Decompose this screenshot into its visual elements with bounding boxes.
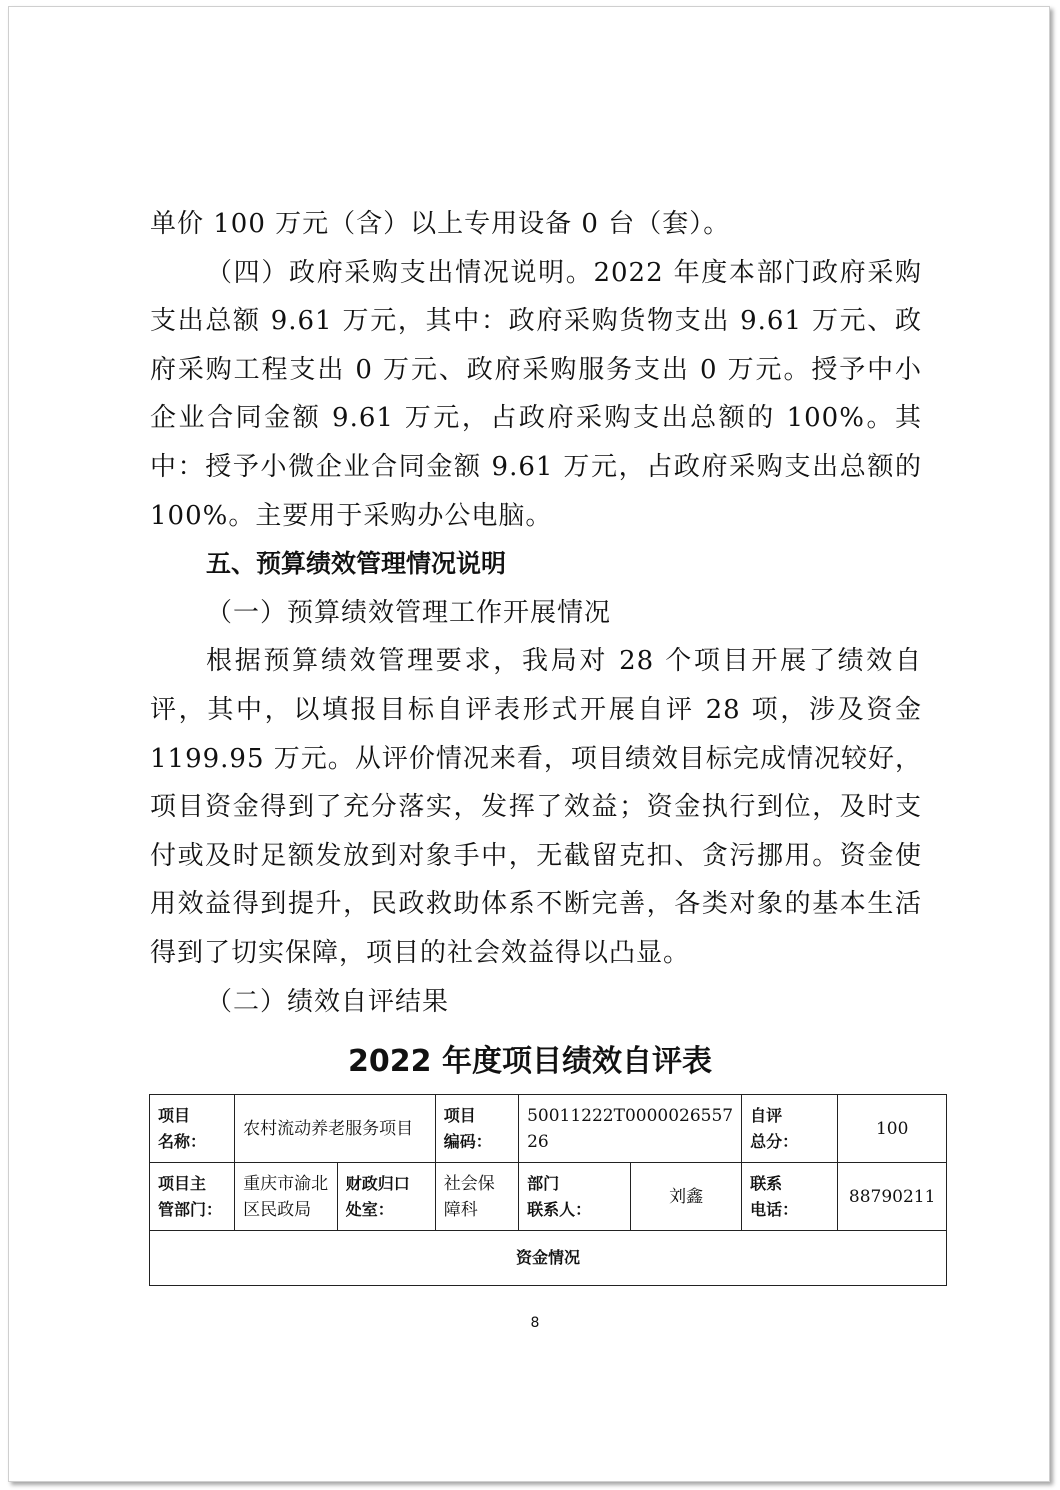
- funding-section-header: 资金情况: [150, 1231, 947, 1286]
- self-evaluation-table: [149, 1094, 947, 1286]
- page-number: 8: [530, 1315, 540, 1331]
- project-name-value: 农村流动养老服务项目: [235, 1095, 436, 1163]
- self-score-value: 100: [838, 1095, 947, 1163]
- table-row: [150, 1231, 947, 1286]
- project-code-label: 项目 编码：: [435, 1095, 518, 1163]
- body-text: [150, 200, 922, 1026]
- dept-contact-label: 部门 联系人：: [519, 1163, 631, 1231]
- paragraph-equipment: 单价 100 万元（含）以上专用设备 0 台（套）。: [150, 209, 731, 239]
- section-heading-performance: 五、预算绩效管理情况说明: [206, 549, 507, 579]
- paragraph-performance-detail: 根据预算绩效管理要求，我局对 28 个项目开展了绩效自评，其中，以填报目标自评表形式开展自评 28 项，涉及资金 1199.95 万元。从评价情况来看，项目绩效目标完成情况较好，项目资金得到了充分落实，发挥了效益；资金执行到位，及时支付或及时足额发放到对象手中，无截留克扣、贪污挪用。资金使用效益得到提升，民政救助体系不断完善，各类对象的基本生活得到了切实保障，项目的社会效益得以凸显。: [150, 646, 922, 968]
- finance-office-value: 社会保 障科: [435, 1163, 518, 1231]
- subheading-self-evaluation: （二）绩效自评结果: [206, 986, 450, 1017]
- self-score-label: 自评 总分：: [742, 1095, 838, 1163]
- managing-dept-label: 项目主 管部门：: [150, 1163, 235, 1231]
- project-code-value: 50011222T0000026557 26: [519, 1095, 742, 1163]
- project-name-label: 项目 名称：: [150, 1095, 235, 1163]
- paragraph-procurement: （四）政府采购支出情况说明。2022 年度本部门政府采购支出总额 9.61 万元，其中：政府采购货物支出 9.61 万元、政府采购工程支出 0 万元、政府采购服务支出 0 万元。授予中小企业合同金额 9.61 万元，占政府采购支出总额的 100%。其中：授予小微企业合同金额 9.61 万元，占政府采购支出总额的 100%。主要用于采购办公电脑。: [150, 257, 922, 531]
- managing-dept-value: 重庆市渝北 区民政局: [235, 1163, 338, 1231]
- table-title: 2022 年度项目绩效自评表: [348, 1044, 712, 1079]
- table-row: [150, 1163, 947, 1231]
- finance-office-label: 财政归口 处室：: [337, 1163, 435, 1231]
- table-row: [150, 1095, 947, 1163]
- dept-contact-value: 刘鑫: [631, 1163, 742, 1231]
- contact-phone-value: 88790211: [838, 1163, 947, 1231]
- contact-phone-label: 联系 电话：: [742, 1163, 838, 1231]
- subheading-performance-work: （一）预算绩效管理工作开展情况: [206, 597, 612, 628]
